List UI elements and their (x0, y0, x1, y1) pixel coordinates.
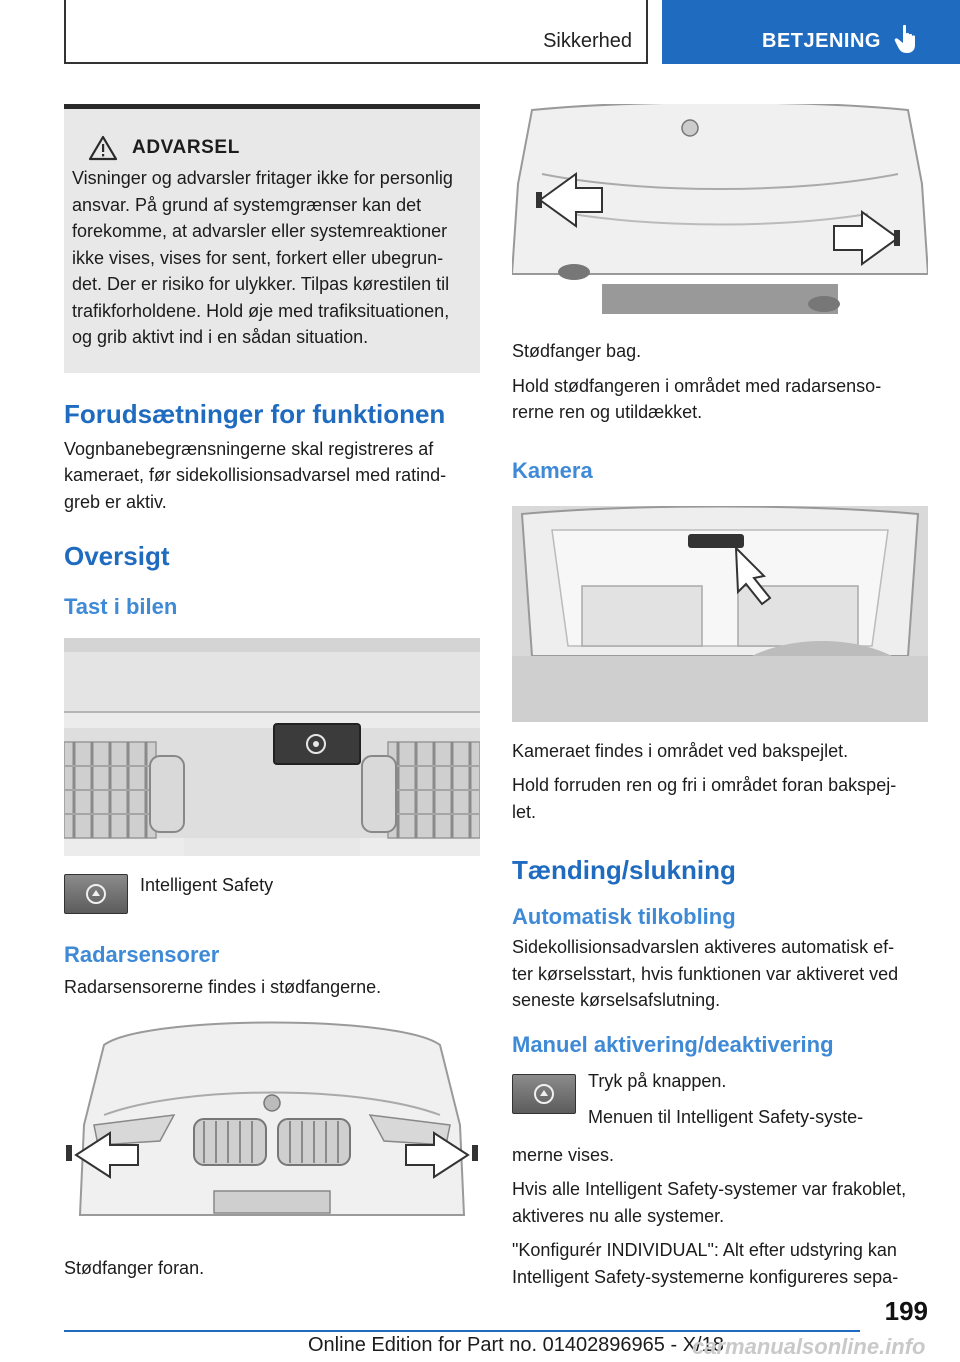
heading-overview: Oversigt (64, 541, 170, 571)
text-line: Intelligent Safety-systemerne konfigureres sepa- (512, 1266, 899, 1287)
warning-line: det. Der er risiko for ulykker. Tilpas kørestilen til (72, 274, 450, 294)
button-caption: Intelligent Safety (140, 875, 274, 895)
heading-camera: Kamera (512, 457, 593, 483)
automatic-text (512, 934, 928, 1014)
warning-line: og grib aktivt ind i en sådan situation. (72, 327, 369, 347)
text-line: aktiveres nu alle systemer. (512, 1205, 725, 1226)
footer-edition: Online Edition for Part no. 01402896965 - X/18 (308, 1334, 724, 1356)
manual-menu-text-cont: merne vises. (512, 1144, 615, 1165)
warning-triangle-icon (88, 135, 118, 161)
header-section-title: Sikkerhed (543, 30, 632, 52)
camera-caption: Kameraet findes i området ved bakspejlet. (512, 740, 849, 761)
heading-automatic: Automatisk tilkobling (512, 904, 736, 929)
warning-line: trafikforholdene. Hold øje med trafiksituationen, (72, 300, 450, 321)
text-line: "Konfigurér INDIVIDUAL": Alt efter udstyring kan (512, 1240, 897, 1260)
warning-line: ansvar. På grund af systemgrænser kan det (72, 194, 422, 215)
manual-text (512, 1176, 928, 1290)
warning-line: ikke vises, vises for sent, forkert eller ubegrun- (72, 247, 444, 268)
heading-prerequisites: Forudsætninger for funktionen (64, 398, 446, 429)
text-line: rerne ren og utildækket. (512, 402, 703, 422)
warning-line: Visninger og advarsler fritager ikke for personlig (72, 168, 453, 188)
warning-text (72, 165, 472, 351)
rear-text (512, 373, 928, 426)
warning-box (64, 104, 480, 373)
heading-radar-sensors: Radarsensorer (64, 942, 220, 967)
text-line: seneste kørselsafslutning. (512, 990, 721, 1010)
text-line: ter kørselsstart, hvis funktionen var aktiveret ved (512, 963, 899, 984)
header-chapter-box (662, 0, 960, 64)
button-caption-row (64, 874, 480, 914)
intelligent-safety-button-icon (64, 874, 128, 914)
right-column (512, 104, 928, 1290)
text-line: Hold forruden ren og fri i området foran bakspej- (512, 775, 897, 795)
radar-text: Radarsensorerne findes i stødfangerne. (64, 977, 382, 997)
header-section-box (64, 0, 648, 64)
front-bumper-caption: Stødfanger foran. (64, 1257, 205, 1278)
heading-button-in-car: Tast i bilen (64, 594, 178, 619)
heading-manual: Manuel aktivering/deaktivering (512, 1031, 834, 1057)
front-bumper-illustration (64, 1015, 480, 1237)
text-line: let. (512, 801, 537, 822)
dashboard-button-illustration (64, 638, 480, 856)
text-line: Sidekollisionsadvarslen aktiveres automatisk ef- (512, 937, 895, 957)
text-line: greb er aktiv. (64, 491, 167, 512)
manual-button-row (512, 1070, 928, 1148)
page-number: 199 (884, 1296, 928, 1326)
left-column (64, 104, 480, 1281)
warning-line: forekomme, at advarsler eller systemreaktioner (72, 221, 448, 241)
text-line: kameraet, før sidekollisionsadvarsel med ratind- (64, 465, 447, 485)
rear-bumper-caption: Stødfanger bag. (512, 341, 642, 361)
header-chapter-title: BETJENING (762, 30, 881, 52)
camera-illustration (512, 506, 928, 722)
manual-press-text: Tryk på knappen. (588, 1070, 727, 1091)
rear-bumper-illustration (512, 104, 928, 320)
footer-rule (64, 1330, 860, 1332)
pointing-hand-icon (894, 24, 920, 54)
manual-menu-text: Menuen til Intelligent Safety-syste- (588, 1106, 864, 1127)
text-line: Hold stødfangeren i området med radarsenso- (512, 375, 882, 396)
footer-watermark: carmanualsonline.info (692, 1334, 926, 1359)
prerequisites-text (64, 436, 480, 516)
heading-on-off: Tænding/slukning (512, 855, 736, 885)
warning-title: ADVARSEL (132, 137, 240, 158)
intelligent-safety-button-icon (512, 1074, 576, 1114)
text-line: Hvis alle Intelligent Safety-systemer var frakoblet, (512, 1179, 907, 1199)
camera-text (512, 772, 928, 825)
text-line: Vognbanebegrænsningerne skal registreres af (64, 438, 434, 459)
